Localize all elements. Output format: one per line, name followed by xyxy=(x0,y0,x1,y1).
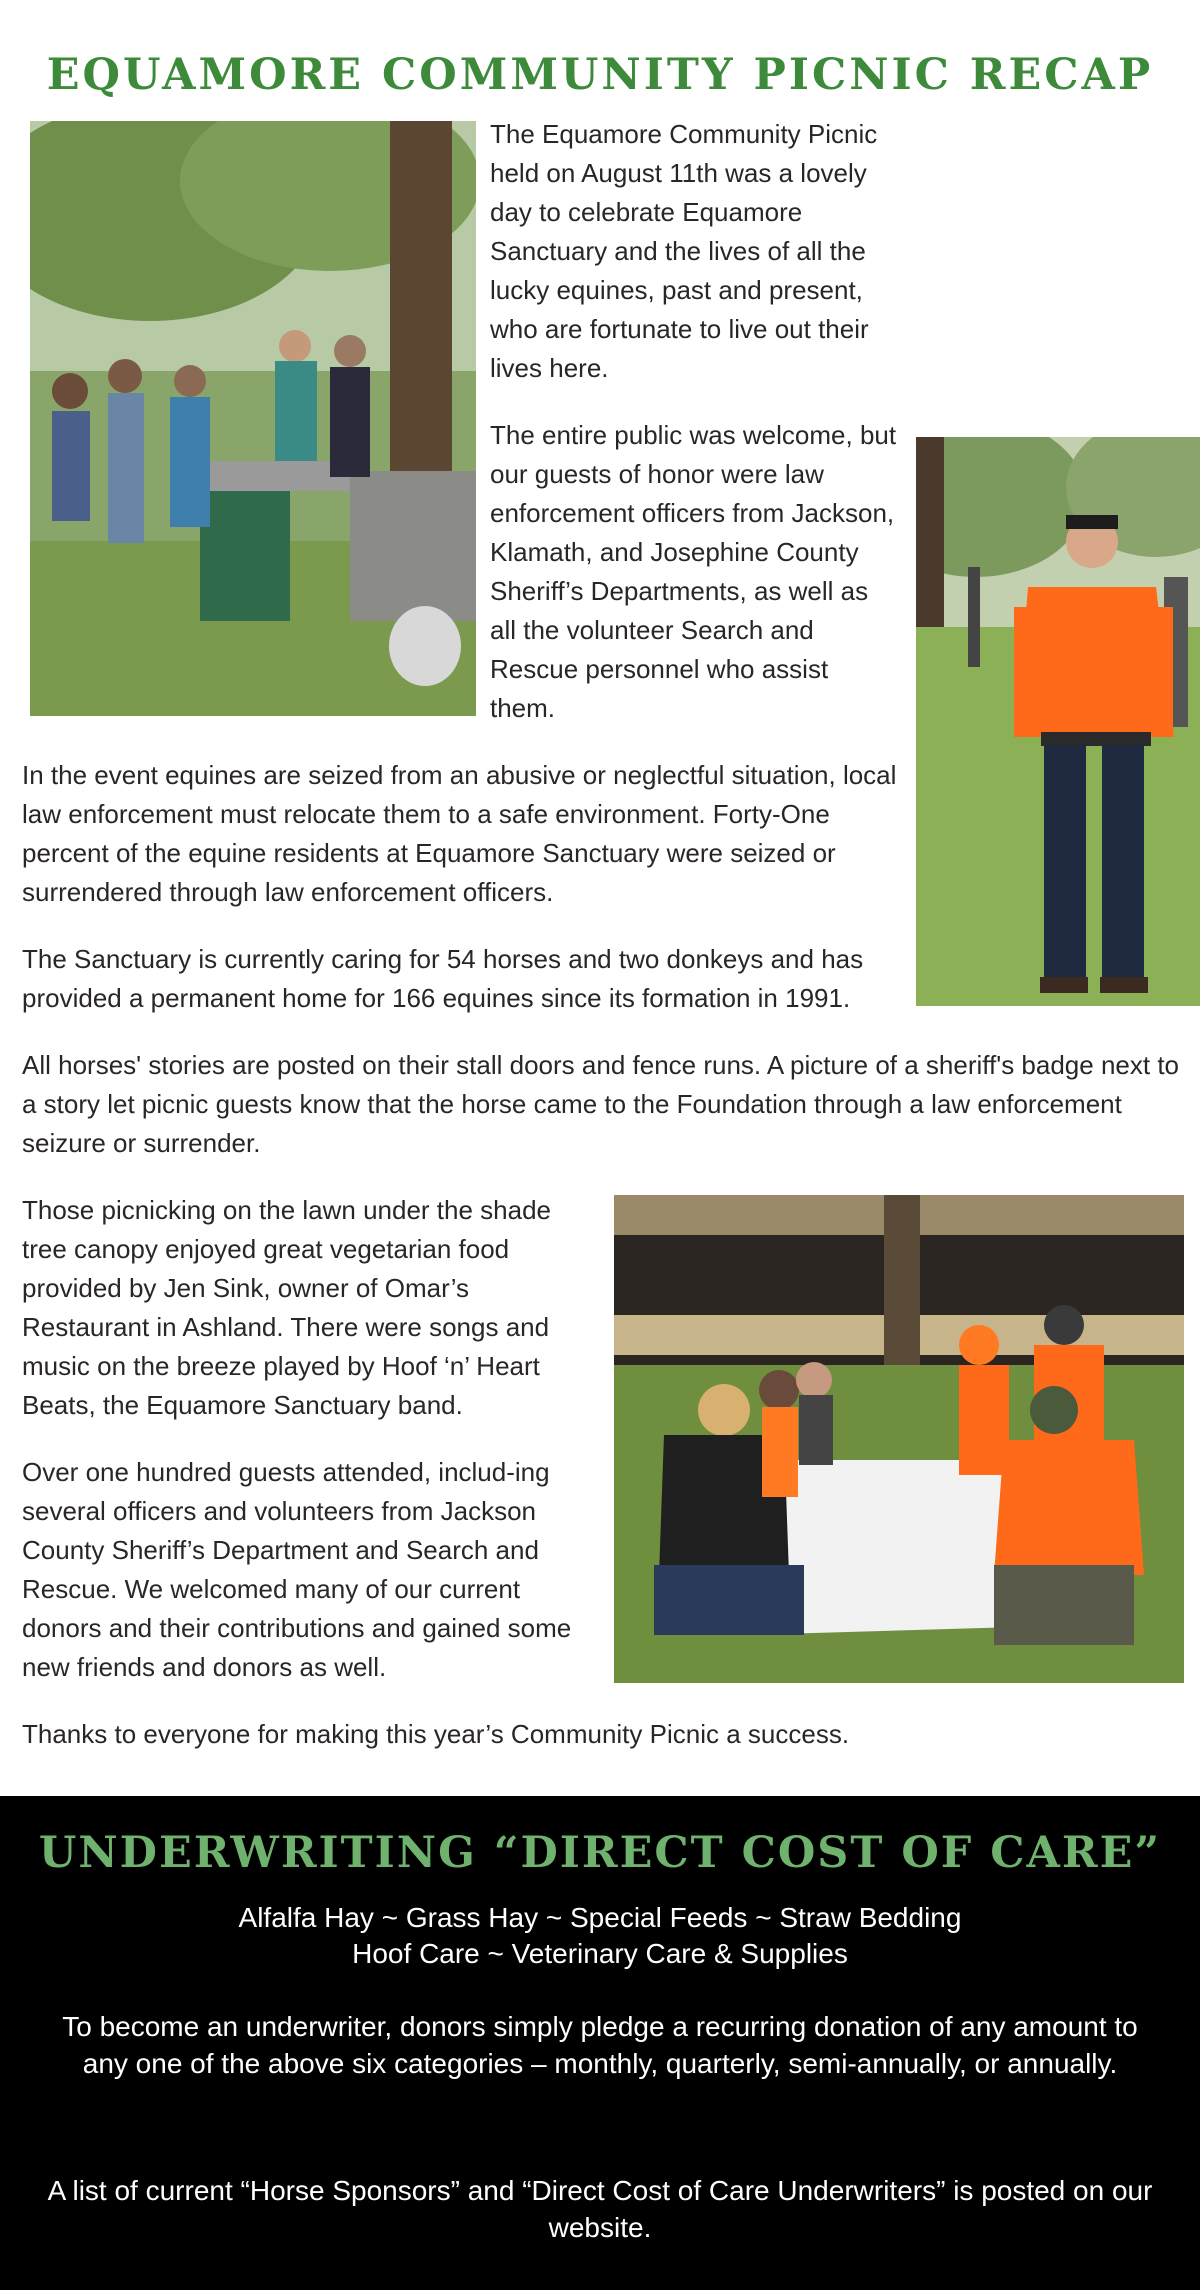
article-body xyxy=(22,115,1184,1782)
paragraph-attendance: Over one hundred guests attended, includ-ing several officers and volunteers from Jackson County Sheriff’s Department and Search and Rescue. We welcomed many of our current donors and their contributions and gained some new friends and donors as well. xyxy=(22,1457,572,1682)
underwriting-title: UNDERWRITING “DIRECT COST OF CARE” xyxy=(38,1828,1162,1878)
sponsor-list-text: A list of current “Horse Sponsors” and “Direct Cost of Care Underwriters” is posted on our website. xyxy=(47,2175,1153,2243)
paragraph-food-music: Those picnicking on the lawn under the shade tree canopy enjoyed great vegetarian food provided by Jen Sink, owner of Omar’s Restaurant in Ashland. There were songs and music on the breeze played by Hoof ‘n’ Heart Beats, the Equamore Sanctuary band. xyxy=(22,1195,552,1420)
care-categories-line-2: Hoof Care ~ Veterinary Care & Supplies xyxy=(352,1938,848,1969)
photo-sar-volunteer-walking xyxy=(916,437,1200,1006)
underwriter-pledge-text: To become an underwriter, donors simply pledge a recurring donation of any amount to any one of the above six categories – monthly, quarterly, semi-annually, or annually. xyxy=(62,2011,1138,2079)
paragraph-thanks: Thanks to everyone for making this year’s Community Picnic a success. xyxy=(22,1719,850,1749)
paragraph-residents: The Sanctuary is currently caring for 54 horses and two donkeys and has provided a permanent home for 166 equines since its formation in 1991. xyxy=(22,944,864,1013)
photo-picnic-food-line xyxy=(30,121,476,716)
paragraph-guests: The entire public was welcome, but our guests of honor were law enforcement officers from Jackson, Klamath, and Josephine County Sheriff’s Departments, as well as all the volunteer Search and Rescue personnel who assist them. xyxy=(490,420,897,723)
paragraph-stories: All horses' stories are posted on their stall doors and fence runs. A picture of a sheriff's badge next to a story let picnic guests know that the horse came to the Foundation through a law enforcement seizure or surrender. xyxy=(22,1050,1179,1158)
paragraph-seizures: In the event equines are seized from an abusive or neglectful situation, local law enforcement must relocate them to a safe environment. Forty-One percent of the equine residents at Equamore Sanctuary were seized or surrendered through law enforcement officers. xyxy=(22,760,897,907)
paragraph-intro: The Equamore Community Picnic held on August 11th was a lovely day to celebrate Equamore Sanctuary and the lives of all the lucky equines, past and present, who are fortunate to live out their lives here. xyxy=(490,119,878,383)
underwriting-section xyxy=(0,1796,1200,2290)
photo-picnic-table-guests xyxy=(614,1195,1184,1683)
care-categories-line-1: Alfalfa Hay ~ Grass Hay ~ Special Feeds ~ Straw Bedding xyxy=(238,1902,962,1933)
page-title: EQUAMORE COMMUNITY PICNIC RECAP xyxy=(46,50,1154,100)
